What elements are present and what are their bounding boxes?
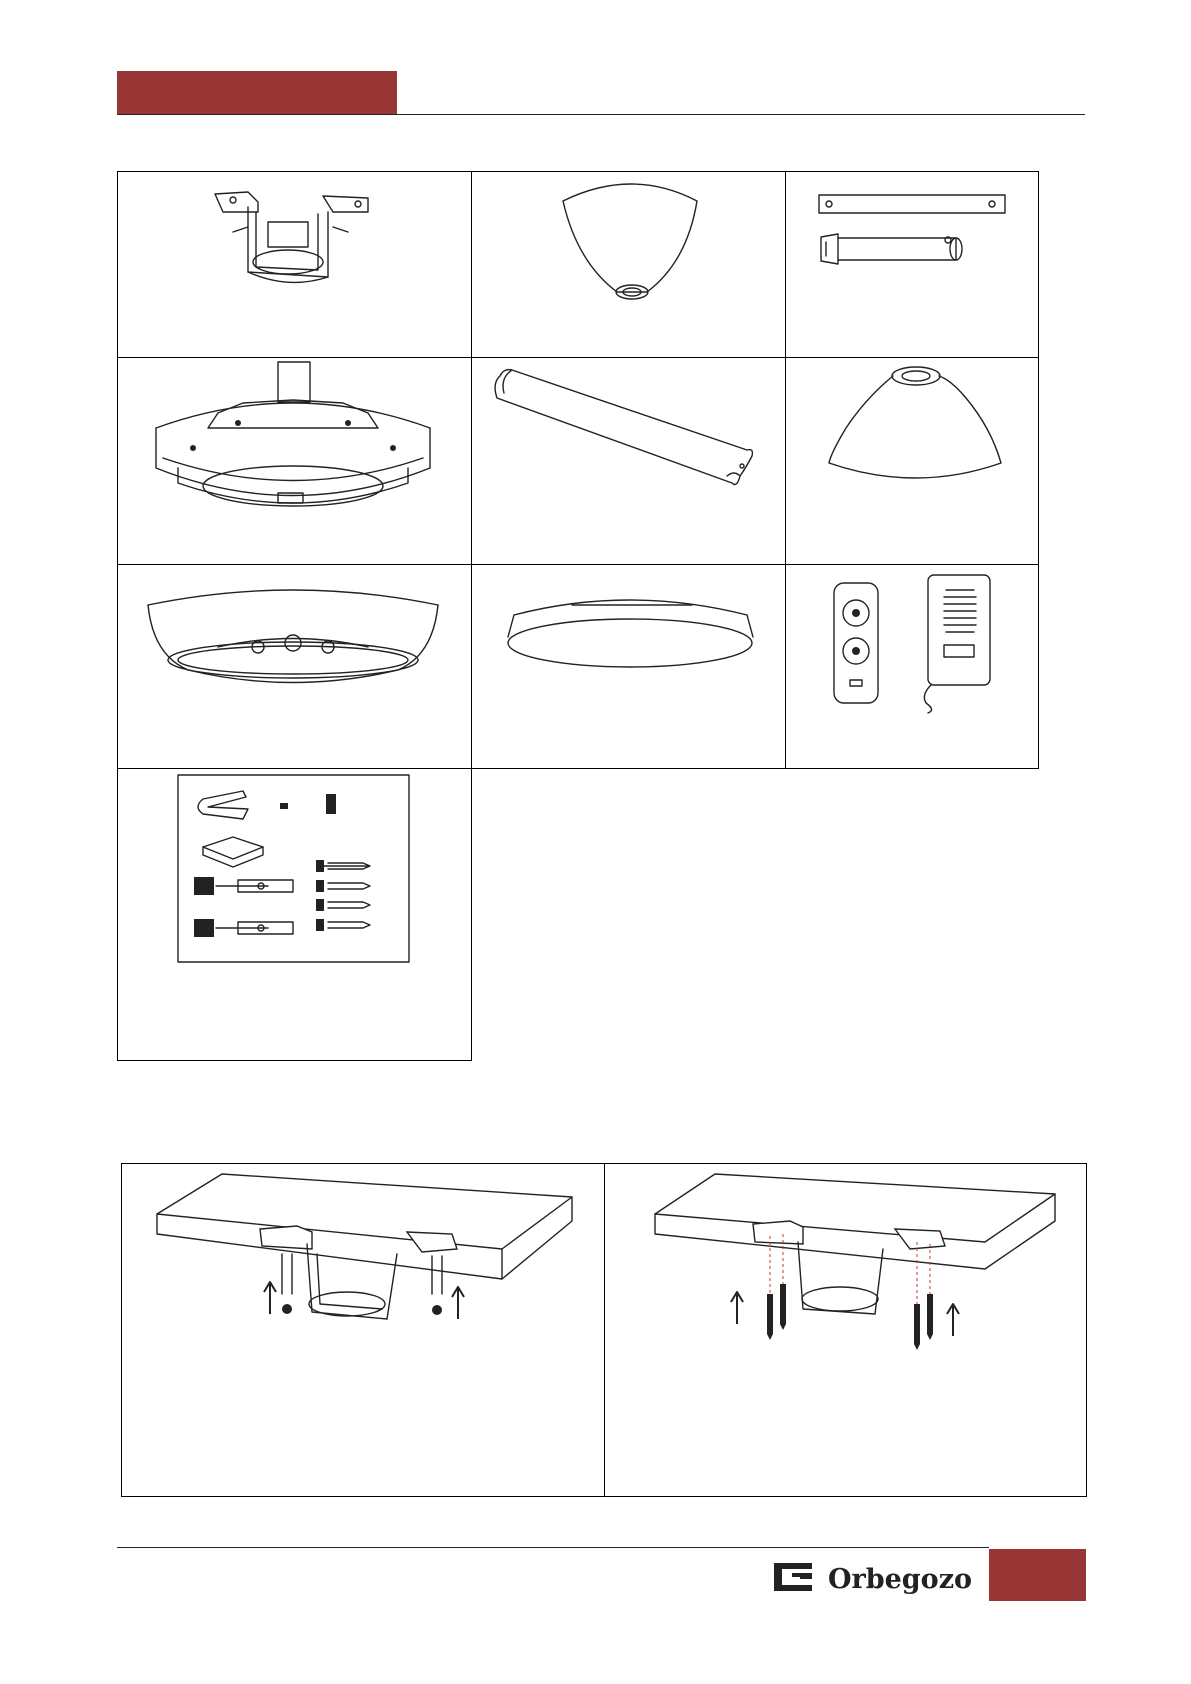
bracket-anchor-bolts-icon: [122, 1164, 604, 1496]
brand-logo: [772, 1557, 976, 1597]
motor-housing-icon: [118, 358, 471, 564]
install-step-right: [604, 1163, 1087, 1497]
header-rule: [117, 114, 1085, 115]
part-cell-switch-housing-cover: [785, 357, 1039, 565]
part-cell-light-cover: [471, 564, 786, 769]
install-step-left: [121, 1163, 605, 1497]
part-cell-canopy: [471, 171, 786, 358]
header-accent-bar: [117, 71, 397, 115]
part-cell-remote-control: [785, 564, 1039, 769]
fan-blade-icon: [472, 358, 785, 564]
light-cover-icon: [472, 565, 785, 768]
remote-control-icon: [786, 565, 1038, 768]
footer-rule: [117, 1547, 989, 1548]
part-cell-downrod: [785, 171, 1039, 358]
hardware-bag-icon: [118, 769, 471, 1060]
mounting-bracket-icon: [118, 172, 471, 357]
downrod-icon: [786, 172, 1038, 357]
part-cell-fan-blade: [471, 357, 786, 565]
part-cell-motor-housing: [117, 357, 472, 565]
switch-housing-cover-icon: [786, 358, 1038, 564]
canopy-icon: [472, 172, 785, 357]
footer-accent-box: [989, 1549, 1086, 1601]
part-cell-light-housing: [117, 564, 472, 769]
bracket-wood-screws-icon: [605, 1164, 1086, 1496]
light-housing-icon: [118, 565, 471, 768]
part-cell-mounting-bracket: [117, 171, 472, 358]
svg-text:Orbegozo: Orbegozo: [828, 1564, 973, 1595]
part-cell-hardware-bag: [117, 768, 472, 1061]
